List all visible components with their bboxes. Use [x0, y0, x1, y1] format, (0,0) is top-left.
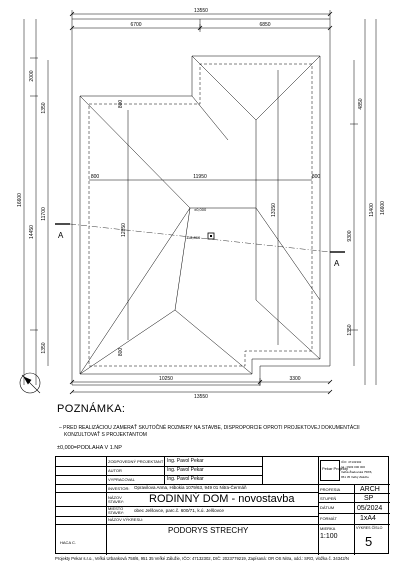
ridge-level-label: ±0,000	[194, 207, 207, 212]
investor-value: Opravilova Anna, Hibokia 1079/63, 949 01 Nitra-Čermáň	[134, 485, 247, 490]
north-arrow-icon	[20, 373, 40, 393]
row1-label: ZODPOVEDNÝ PROJEKTANT	[108, 459, 164, 464]
dim-inner-top: 800	[118, 99, 124, 109]
datum-label: DÁTUM	[320, 505, 335, 510]
dim-bottom-left: 10250	[159, 376, 173, 382]
dim-bottom-right: 3300	[289, 376, 301, 382]
logo-line-1: IČO: 47132302	[341, 460, 362, 464]
logo-text: Pekar Projekty	[322, 466, 349, 471]
profesia-value: ARCH	[360, 486, 380, 493]
logo-line-4: 951 35 Veľký Zálužie	[341, 475, 369, 479]
logo-line-3: Veľká Žiadovská 758/6,	[341, 470, 373, 474]
stupen-value: SP	[364, 495, 374, 502]
dim-bottom-total: 13550	[194, 394, 208, 400]
note-title: POZNÁMKA:	[57, 403, 126, 415]
dim-left-mid: 14450	[29, 225, 35, 239]
title-block	[55, 456, 389, 554]
format-label: FORMÁT	[320, 516, 337, 521]
dim-right-mid: 11400	[369, 203, 375, 217]
datum-value: 05/2024	[357, 505, 383, 512]
profesia-label: PROFESIA	[320, 487, 341, 492]
company-logo	[319, 458, 377, 484]
investor-label: INVESTOR:	[108, 486, 130, 491]
row2-label: AUTOR	[108, 468, 122, 473]
dim-top-total: 13550	[194, 8, 208, 14]
row2-value: Ing. Pavol Pekar	[167, 467, 204, 473]
dim-right-inner: 9300	[347, 230, 353, 242]
row3-label: VYPRACOVAL	[108, 477, 135, 482]
logo-line-2: tel.: 0903 000 000	[341, 465, 366, 469]
vykres-label: NÁZOV VÝKRESU:	[108, 517, 144, 522]
mierka-value: 1:100	[320, 533, 338, 540]
vykres-value: PODORYS STRECHY	[168, 526, 249, 535]
footer-company-info: Projekty Pekar s.r.o., Veľká Urbanková 758/6, 951 35 Veľké Zálužie, IČO: 47132302, DIČ: 2023779219, Zapísaná: OR OS Nitra, odd.: SRO, vložka č. 34342/N	[55, 556, 349, 561]
dim-right-top: 4850	[358, 98, 364, 110]
dim-right-lower: 1350	[347, 324, 353, 336]
cislo-label: VÝKRES ČÍSLO	[356, 526, 383, 530]
section-label-left: A	[58, 231, 64, 240]
spot-level-label: 118,860	[186, 235, 201, 240]
haca-label: HACA C.	[60, 540, 77, 545]
note-line-1: – PRED REALIZÁCIOU ZAMERAŤ SKUTOČNÉ ROZMERY NA STAVBE, DISPROPORCIE OPROTI PROJEKTOVEJ DOKUMENTÁCII	[59, 425, 360, 431]
stupen-label: STUPEŇ	[320, 496, 337, 501]
dim-inner-width: 11950	[193, 174, 207, 180]
dim-right-outer: 16600	[380, 201, 386, 215]
miesto-value: obec Jelšovce, parc.č. 600/71, k.ú. Jelšovce	[134, 508, 224, 513]
dim-left-outer: 16600	[17, 193, 23, 207]
roof-outline	[72, 19, 330, 385]
dim-top-left: 6700	[130, 22, 142, 28]
dim-inner-h1: 12850	[121, 223, 127, 237]
format-value: 1xA4	[360, 515, 376, 522]
dim-inner-h2: 13150	[271, 203, 277, 217]
miesto-label: MIESTO STAVBY:	[108, 506, 125, 515]
dim-left-upper: 1350	[41, 102, 47, 114]
cislo-value: 5	[365, 534, 373, 549]
dim-left-inner: 11700	[41, 207, 47, 221]
dim-inner-left: 800	[90, 174, 100, 180]
mierka-label: MIERKA	[320, 526, 336, 531]
stavba-label: NÁZOV STAVBY:	[108, 495, 125, 504]
dim-inner-bottom: 800	[118, 347, 124, 357]
stavba-value: RODINNÝ DOM - novostavba	[149, 493, 295, 505]
row1-value: Ing. Pavol Pekar	[167, 458, 204, 464]
row3-value: Ing. Pavol Pekar	[167, 476, 204, 482]
note-line-3: ±0,000=PODLAHA V 1.NP	[57, 445, 122, 451]
dim-left-lower: 1350	[41, 342, 47, 354]
note-line-2: KONZULTOVAŤ S PROJEKTANTOM	[64, 432, 147, 438]
dim-top-right: 6850	[259, 22, 271, 28]
dim-left-top: 2000	[29, 70, 35, 82]
dim-inner-right: 800	[311, 174, 321, 180]
section-label-right: A	[334, 259, 340, 268]
